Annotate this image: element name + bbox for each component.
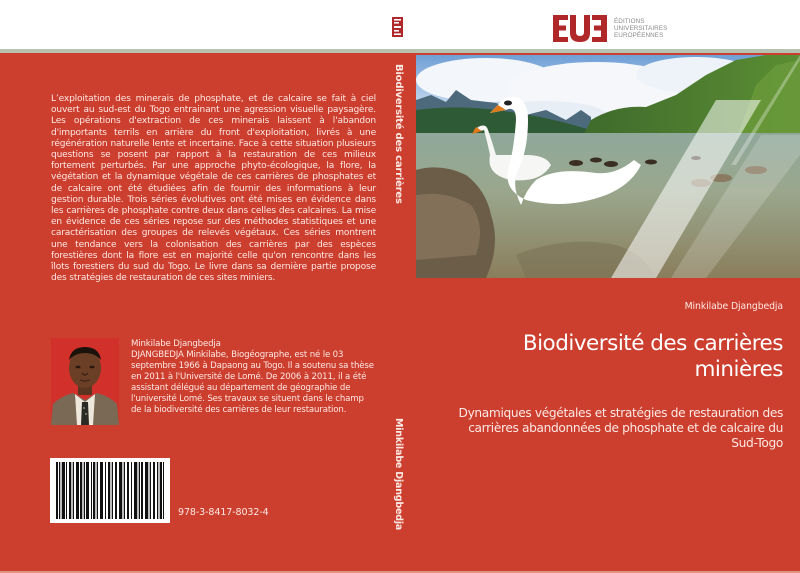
book-title: Biodiversité des carrières minières <box>522 331 783 382</box>
book-subtitle: Dynamiques végétales et stratégies de restauration des carrières abandonnées de phosphate et de calcaire du Sud-Togo <box>458 406 783 450</box>
spine-title: Biodiversité des carrières <box>393 64 404 204</box>
author-bio <box>131 339 376 416</box>
spine-author: Minkilabe Djangbedja <box>393 418 404 531</box>
author-photo <box>51 338 119 425</box>
back-cover-blurb: L’exploitation des minerais de phosphate, et de calcaire se fait à ciel ouvert au sud-est du Togo entrainant une agression visuelle paysagère. Les opérations d'extraction de ces minerais laissent à l'abandon d'importants terrils en arrière du front d'exploitation, livrés à une régénération naturelle lente et incertaine. Face à cette situation plusieurs questions se posent par rapport à la restauration de ces milieux fortement perturbés. Par une approche phyto-écologique, la flore, la végétation et la dynamique végétale de ces carrières de phosphates et de calcaire ont été étudiées afin de fournir des informations à leur gestion durable. Trois séries évolutives ont été mises en évidence dans les carrières de phosphate contre deux dans celles des calcaires. La mise en évidence de ces séries repose sur des méthodes statistiques et une caractérisation des groupes de relevés végétaux. Ces séries montrent une tendance vers la colonisation des carrières par des espèces forestières dont la flore est en majorité celle qu'on rencontre dans les îlots forestiers du sud du Togo. Le livre dans sa dernière partie propose des stratégies de restauration de ces sites miniers. <box>51 94 376 284</box>
bio-author-name: Minkilabe Djangbedja <box>131 339 221 349</box>
barcode-icon <box>55 462 165 519</box>
barcode <box>50 458 170 523</box>
publisher-line-1: ÉDITIONS <box>614 17 645 25</box>
publisher-line-2: UNIVERSITAIRES <box>614 24 668 32</box>
publisher-name <box>614 18 667 40</box>
isbn: 978-3-8417-8032-4 <box>178 507 269 518</box>
cover-photo <box>416 55 800 278</box>
bio-text: DJANGBEDJA Minkilabe, Biogéographe, est né le 03 septembre 1966 à Dapaong au Togo. Il a soutenu sa thèse en 2011 à l'Université de Lomé. De 2006 à 2011, il a été assistant délégué au département de géographie de l'université Lomé. Ses travaux se situent dans le champ de la biodiversité des carrières de leur restauration. <box>131 350 374 415</box>
publisher-logo <box>553 15 667 42</box>
publisher-line-3: EUROPÉENNES <box>614 32 664 40</box>
eue-logo-icon <box>553 15 607 42</box>
front-author: Minkilabe Djangbedja <box>684 301 783 312</box>
spine-publisher-logo-icon <box>392 17 403 37</box>
